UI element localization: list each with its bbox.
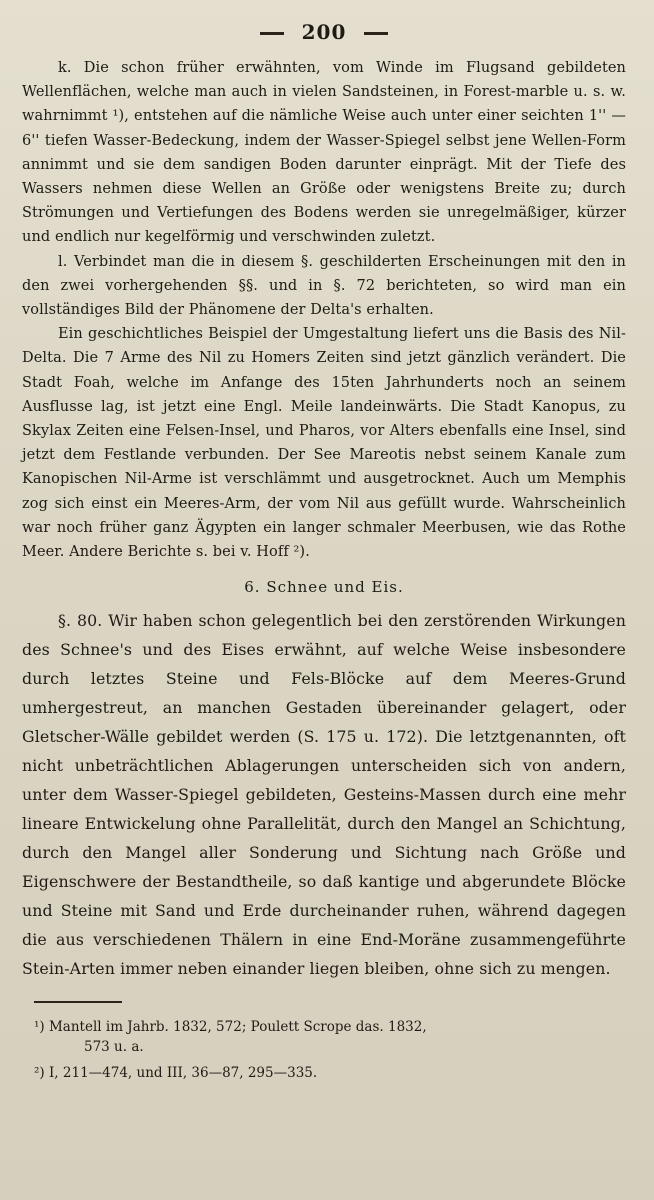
header-dash-right (364, 32, 388, 35)
paragraph-nile-delta: Ein geschichtliches Beispiel der Umgestaltung liefert uns die Basis des Nil-Delta. Die 7 Arme des Nil zu Homers Zeiten sind jetzt gänzlich verändert. Die Stadt Foah, welche im Anfange des 15ten Jahrhunderts noch an seinem Ausflusse lag, ist jetzt eine Engl. Meile landeinwärts. Die Stadt Kanopus, zu Skylax Zeiten eine Felsen-Insel, und Pharos, vor Alters ebenfalls eine Insel, sind jetzt dem Festlande verbunden. Der See Mareotis nebst seinem Kanale zum Kanopischen Nil-Arme ist verschlämmt und ausgetrocknet. Auch um Memphis zog sich einst ein Meeres-Arm, der vom Nil aus gefüllt wurde. Wahrscheinlich war noch früher ganz Ägypten ein langer schmaler Meerbusen, wie das Rothe Meer. Andere Berichte s. bei v. Hoff ²). (22, 326, 626, 561)
footnote-1 (34, 1017, 626, 1057)
section-title: 6. Schnee und Eis. (244, 578, 404, 597)
paragraph-80: §. 80. Wir haben schon gelegentlich bei den zerstörenden Wirkungen des Schnee's und des Eises erwähnt, auf welche Weise insbesondere durch letztes Steine und Fels-Blöcke auf dem Meeres-Grund umhergestreut, an manchen Gestaden übereinander gelagert, oder Gletscher-Wälle gebildet werden (S. 175 u. 172). Die letztgenannten, oft nicht unbeträchtlichen Ablagerungen unterscheiden sich von andern, unter dem Wasser-Spiegel gebildeten, Gesteins-Massen durch eine mehr lineare Entwickelung ohne Parallelität, durch den Mangel an Schichtung, durch den Mangel aller Sonderung und Sichtung nach Größe und Eigenschwere der Bestandtheile, so daß kantige und abgerundete Blöcke und Steine mit Sand und Erde durcheinander ruhen, während dagegen die aus verschiedenen Thälern in eine End-Moräne zusammengeführte Stein-Arten immer neben einander liegen bleiben, ohne sich zu mengen. (22, 611, 626, 979)
paragraph-k: k. Die schon früher erwähnten, vom Winde im Flugsand gebildeten Wellenflächen, welche man auch in vielen Sandsteinen, in Forest-marble u. s. w. wahrnimmt ¹), entstehen auf die nämliche Weise auch unter einer seichten 1'' — 6'' tiefen Wasser-Bedeckung, indem der Wasser-Spiegel selbst jene Wellen-Form annimmt und sie dem sandigen Boden darunter einprägt. Mit der Tiefe des Wassers nehmen diese Wellen an Größe oder wenigstens Breite zu; durch Strömungen und Vertiefungen des Bodens werden sie unregelmäßiger, kürzer und endlich nur kegelförmig und verschwinden zuletzt. (22, 60, 626, 246)
footnote-1-line-1: ¹) Mantell im Jahrb. 1832, 572; Poulett Scrope das. 1832, (34, 1019, 427, 1036)
footnote-2-line-1: ²) I, 211—474, und III, 36—87, 295—335. (34, 1065, 318, 1082)
footnote-rule (34, 1001, 122, 1003)
main-section (22, 606, 626, 983)
footnote-2 (34, 1063, 626, 1083)
footnote-1-line-2: 573 u. a. (84, 1039, 144, 1056)
page-header (22, 20, 626, 44)
page-number: 200 (301, 20, 347, 44)
header-dash-left (260, 32, 284, 35)
paragraph-l: l. Verbindet man die in diesem §. geschilderten Erscheinungen mit den in den zwei vorhergehenden §§. und in §. 72 berichteten, so wird man ein vollständiges Bild der Phänomene der Delta's erhalten. (22, 253, 626, 319)
